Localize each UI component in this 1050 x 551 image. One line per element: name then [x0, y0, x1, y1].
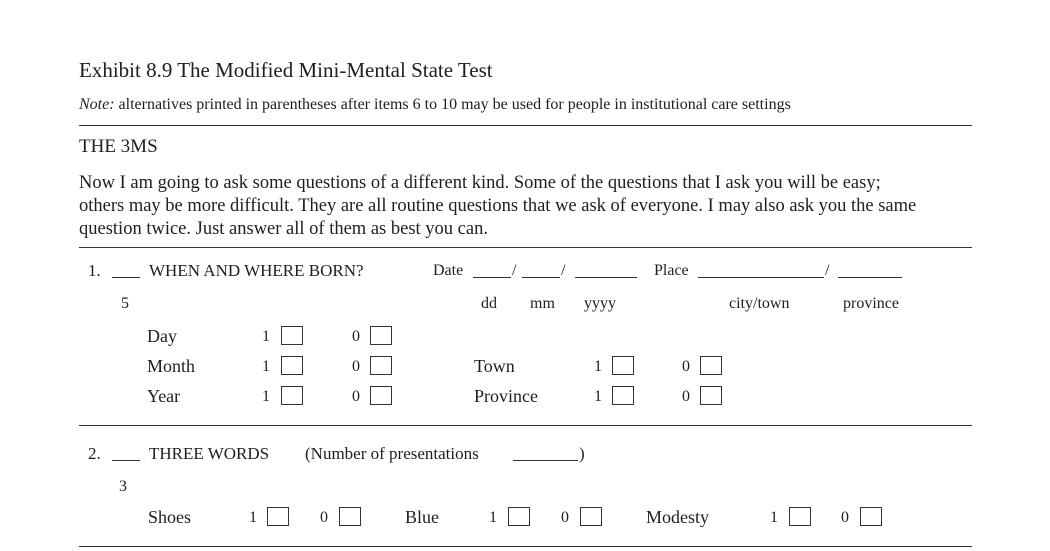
month-label: Month — [147, 356, 196, 376]
place-separator: / — [825, 262, 830, 279]
date-dd-field[interactable] — [473, 262, 511, 283]
item-1-title: WHEN AND WHERE BORN? — [149, 261, 364, 280]
yyyy-caption: yyyy — [584, 295, 616, 312]
blue-score-zero: 0 — [561, 509, 569, 526]
blue-label: Blue — [405, 507, 439, 527]
day-label: Day — [147, 326, 177, 346]
date-separator: / — [512, 262, 517, 279]
presentations-close: ) — [579, 444, 585, 463]
blue-zero-checkbox[interactable] — [580, 507, 602, 526]
day-score-zero: 0 — [352, 328, 360, 345]
date-separator: / — [561, 262, 566, 279]
day-one-checkbox[interactable] — [281, 326, 303, 345]
year-label: Year — [147, 386, 181, 406]
year-score-zero: 0 — [352, 388, 360, 405]
blue-one-checkbox[interactable] — [508, 507, 530, 526]
intro-paragraph — [79, 172, 979, 241]
province-zero-checkbox[interactable] — [700, 386, 722, 405]
note-text: alternatives printed in parentheses after items 6 to 10 may be used for people in institutional care settings — [114, 96, 791, 113]
modesty-score-one: 1 — [770, 509, 778, 526]
province-score-one: 1 — [594, 388, 602, 405]
place-province-field[interactable] — [838, 262, 902, 283]
item-2-score-field[interactable] — [112, 445, 140, 466]
item-1-max-score: 5 — [121, 295, 129, 312]
shoes-zero-checkbox[interactable] — [339, 507, 361, 526]
place-label: Place — [654, 262, 689, 279]
date-yyyy-field[interactable] — [575, 262, 637, 283]
year-zero-checkbox[interactable] — [370, 386, 392, 405]
day-zero-checkbox[interactable] — [370, 326, 392, 345]
province-label: Province — [474, 386, 538, 406]
day-score-one: 1 — [262, 328, 270, 345]
town-score-zero: 0 — [682, 358, 690, 375]
section-title: THE 3MS — [79, 136, 158, 157]
town-label: Town — [474, 356, 515, 376]
intro-line-2: others may be more difficult. They are all routine questions that we ask of everyone. I may also ask you the same — [79, 196, 917, 216]
modesty-label: Modesty — [646, 507, 709, 527]
dd-caption: dd — [481, 295, 497, 312]
divider-item-1 — [79, 425, 972, 426]
modesty-score-zero: 0 — [841, 509, 849, 526]
year-score-one: 1 — [262, 388, 270, 405]
date-label: Date — [433, 262, 464, 279]
item-1-number: 1. — [88, 261, 101, 280]
modesty-one-checkbox[interactable] — [789, 507, 811, 526]
town-zero-checkbox[interactable] — [700, 356, 722, 375]
blue-score-one: 1 — [489, 509, 497, 526]
town-score-one: 1 — [594, 358, 602, 375]
shoes-score-zero: 0 — [320, 509, 328, 526]
exhibit-title: Exhibit 8.9 The Modified Mini-Mental State Test — [79, 58, 493, 82]
note — [79, 96, 791, 114]
city-caption: city/town — [729, 295, 790, 312]
year-one-checkbox[interactable] — [281, 386, 303, 405]
item-2-title: THREE WORDS — [149, 444, 270, 463]
modesty-zero-checkbox[interactable] — [860, 507, 882, 526]
item-2-max-score: 3 — [119, 478, 127, 495]
month-score-one: 1 — [262, 358, 270, 375]
divider-top — [79, 125, 972, 126]
shoes-score-one: 1 — [249, 509, 257, 526]
intro-line-1: Now I am going to ask some questions of a different kind. Some of the questions that I ask you will be easy; — [79, 173, 881, 193]
shoes-one-checkbox[interactable] — [267, 507, 289, 526]
month-score-zero: 0 — [352, 358, 360, 375]
town-one-checkbox[interactable] — [612, 356, 634, 375]
divider-intro — [79, 247, 972, 248]
intro-line-3: question twice. Just answer all of them as best you can. — [79, 219, 488, 239]
month-one-checkbox[interactable] — [281, 356, 303, 375]
item-2-number: 2. — [88, 444, 101, 463]
date-mm-field[interactable] — [522, 262, 560, 283]
item-1-score-field[interactable] — [112, 262, 140, 283]
note-label: Note: — [79, 96, 115, 113]
mm-caption: mm — [530, 295, 555, 312]
place-city-field[interactable] — [698, 262, 824, 283]
province-caption: province — [843, 295, 899, 312]
month-zero-checkbox[interactable] — [370, 356, 392, 375]
presentations-label: (Number of presentations — [305, 444, 479, 463]
divider-item-2 — [79, 546, 972, 547]
province-one-checkbox[interactable] — [612, 386, 634, 405]
province-score-zero: 0 — [682, 388, 690, 405]
shoes-label: Shoes — [148, 507, 192, 527]
presentations-field[interactable] — [513, 445, 578, 466]
